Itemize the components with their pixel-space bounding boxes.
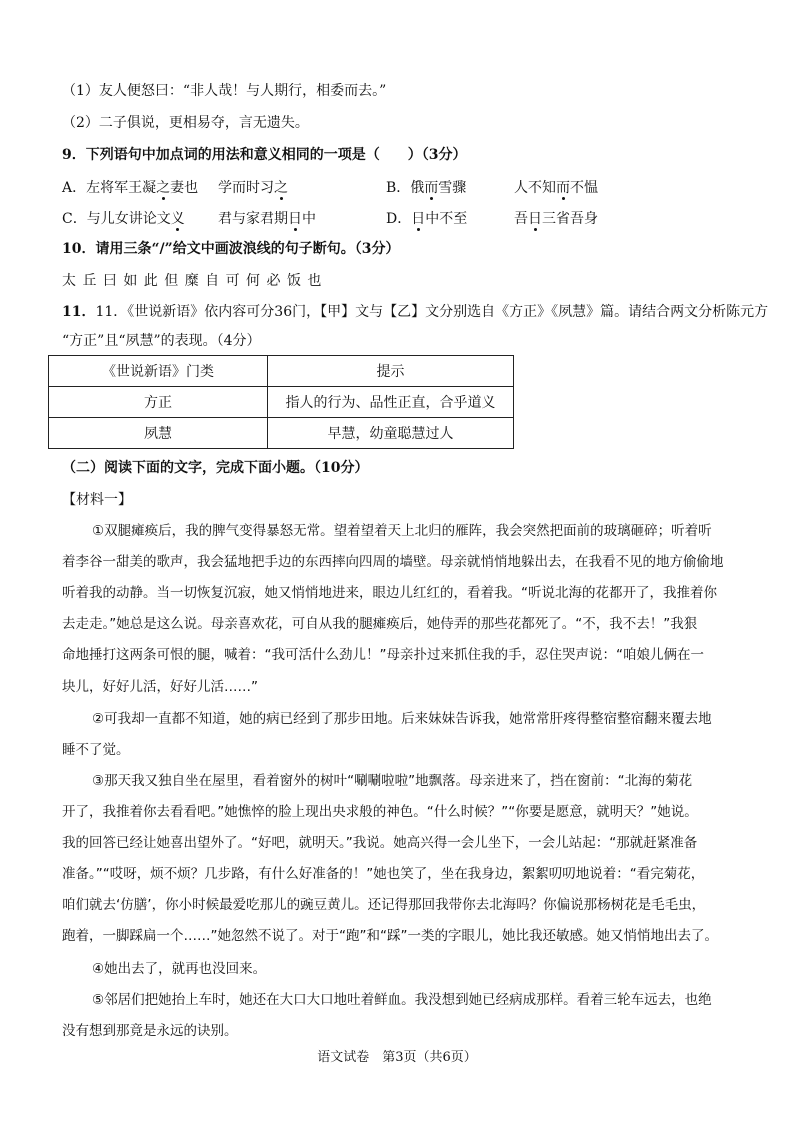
paragraph-line: ①双腿瘫痪后，我的脾气变得暴怒无常。望着望着天上北归的雁阵，我会突然把面前的玻璃砸碎；听着听 bbox=[92, 523, 712, 539]
option-c: C．与儿女讲论文义 bbox=[62, 211, 185, 227]
question-11-line-1: 11．11．《世说新语》依内容可分36门，【甲】文与【乙】文分别选自《方正》《夙慧》篇。请结合两文分析陈元方 bbox=[62, 304, 769, 320]
table-header-category: 《世说新语》门类 bbox=[49, 356, 268, 387]
section-2-heading: （二）阅读下面的文字，完成下面小题。（10分） bbox=[62, 460, 369, 476]
paragraph-line: ②可我却一直都不知道，她的病已经到了那步田地。后来妹妹告诉我，她常常肝疼得整宿整宿翻来覆去地 bbox=[92, 711, 712, 727]
paragraph-line: 开了，我推着你去看看吧。”她憔悴的脸上现出央求般的神色。“什么时候？”“你要是愿意，就明天？”她说。 bbox=[62, 804, 698, 820]
option-b-second: 人不知而不愠 bbox=[514, 180, 598, 196]
table-cell: 方正 bbox=[49, 387, 268, 418]
question-8-line-1: （1）友人便怒曰：“非人哉！与人期行，相委而去。” bbox=[62, 83, 387, 99]
table-cell: 早慧，幼童聪慧过人 bbox=[268, 418, 514, 449]
table-row bbox=[49, 418, 514, 449]
table-header-hint: 提示 bbox=[268, 356, 514, 387]
material-1-label: 【材料一】 bbox=[62, 492, 132, 508]
option-d-second: 吾日三省吾身 bbox=[514, 211, 598, 227]
paragraph-line: 命地捶打这两条可恨的腿，喊着：“我可活什么劲儿！”母亲扑过来抓住我的手，忍住哭声说：“咱娘儿俩在一 bbox=[62, 647, 704, 663]
paragraph-line: 没有想到那竟是永远的诀别。 bbox=[62, 1023, 238, 1039]
paragraph-line: 睡不了觉。 bbox=[62, 742, 130, 758]
paragraph-line: ④她出去了，就再也没回来。 bbox=[92, 961, 267, 977]
paragraph-line: 咱们就去‘仿膳’，你小时候最爱吃那儿的豌豆黄儿。还记得那回我带你去北海吗？你偏说那杨树花是毛毛虫， bbox=[62, 897, 706, 913]
option-a-second: 学而时习之 bbox=[218, 180, 288, 196]
question-10-sentence: 太 丘 曰 如 此 但 糜 自 可 何 必 饭 也 bbox=[62, 273, 323, 289]
paragraph-line: 着李谷一甜美的歌声，我会猛地把手边的东西摔向四周的墙壁。母亲就悄悄地躲出去，在我看不见的地方偷偷地 bbox=[62, 554, 724, 570]
category-table bbox=[48, 355, 514, 449]
page-footer: 语文试卷 第3页（共6页） bbox=[317, 1050, 477, 1065]
table-cell: 指人的行为、品性正直，合乎道义 bbox=[268, 387, 514, 418]
paragraph-line: 准备。”“哎呀，烦不烦？几步路，有什么好准备的！”她也笑了，坐在我身边，絮絮叨叨地说着：“看完菊花， bbox=[62, 866, 705, 882]
question-11-line-2: “方正”且“夙慧”的表现。（4分） bbox=[62, 333, 261, 349]
option-b: B．俄而雪骤 bbox=[386, 180, 467, 196]
option-d: D．日中不至 bbox=[386, 211, 468, 227]
table-row bbox=[49, 387, 514, 418]
question-10-stem: 10．请用三条“/”给文中画波浪线的句子断句。（3分） bbox=[62, 241, 400, 257]
option-c-second: 君与家君期日中 bbox=[218, 211, 316, 227]
paragraph-line: ⑤邻居们把她抬上车时，她还在大口大口地吐着鲜血。我没想到她已经病成那样。看着三轮车远去，也绝 bbox=[92, 992, 712, 1008]
paragraph-line: 去走走。”她总是这么说。母亲喜欢花，可自从我的腿瘫痪后，她侍弄的那些花都死了。“不，我不去！”我狠 bbox=[62, 616, 698, 632]
paragraph-line: 我的回答已经让她喜出望外了。“好吧，就明天。”我说。她高兴得一会儿坐下，一会儿站起：“那就赶紧准备 bbox=[62, 835, 698, 851]
table-header-row bbox=[49, 356, 514, 387]
paragraph-line: 听着我的动静。当一切恢复沉寂，她又悄悄地进来，眼边儿红红的，看着我。“听说北海的花都开了，我推着你 bbox=[62, 585, 717, 601]
option-a: A．左将军王凝之妻也 bbox=[62, 180, 199, 196]
question-8-line-2: （2）二子俱说，更相易夺，言无遗失。 bbox=[62, 115, 309, 131]
question-9-stem: 9．下列语句中加点词的用法和意义相同的一项是（ ）（3分） bbox=[62, 147, 467, 163]
paragraph-line: ③那天我又独自坐在屋里，看着窗外的树叶“唰唰啦啦”地飘落。母亲进来了，挡在窗前：“北海的菊花 bbox=[92, 773, 693, 789]
paragraph-line: 块儿，好好儿活，好好儿活……” bbox=[62, 679, 258, 695]
paragraph-line: 跑着，一脚踩扁一个……”她忽然不说了。对于“跑”和“踩”一类的字眼儿，她比我还敏感。她又悄悄地出去了。 bbox=[62, 928, 718, 944]
table-cell: 夙慧 bbox=[49, 418, 268, 449]
